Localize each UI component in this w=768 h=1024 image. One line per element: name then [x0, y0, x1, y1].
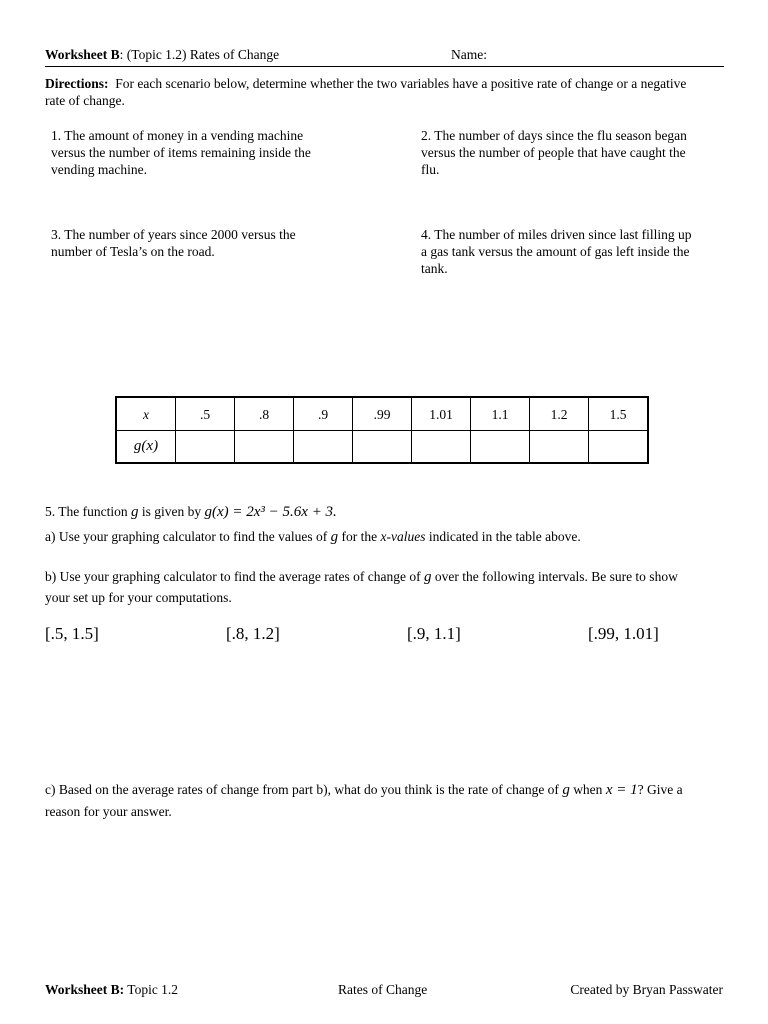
footer-topic: Topic 1.2 [127, 982, 179, 997]
worksheet-topic: : (Topic 1.2) Rates of Change [119, 47, 280, 62]
part-b-line2: your set up for your computations. [45, 590, 232, 605]
problem-2-line: 2. The number of days since the flu season began [421, 128, 687, 143]
table-row-gx [116, 431, 648, 464]
directions-label: Directions: [45, 76, 109, 91]
interval-1: [.5, 1.5] [45, 624, 99, 643]
part-a-for-the: for the [341, 529, 378, 544]
table-cell-x: 1.5 [589, 397, 649, 431]
footer-worksheet-label: Worksheet B: [45, 982, 125, 997]
problem-2 [421, 127, 721, 178]
q5-intro-text: 5. The function [45, 504, 128, 519]
footer-worksheet [45, 981, 178, 998]
footer-title: Rates of Change [338, 982, 428, 997]
q5-part-b [45, 568, 735, 606]
table-cell-gx-blank[interactable] [589, 431, 649, 464]
directions [45, 75, 725, 109]
part-c-g: g [562, 782, 570, 798]
part-a-suffix: indicated in the table above. [428, 529, 581, 544]
footer-author: Created by Bryan Passwater [570, 982, 723, 997]
table-header-gx: g(x) [116, 431, 176, 464]
part-a-g: g [330, 529, 339, 545]
part-b-g: g [423, 569, 432, 585]
worksheet-label: Worksheet B [45, 47, 120, 62]
table-cell-gx-blank[interactable] [412, 431, 471, 464]
table-cell-x: .8 [235, 397, 294, 431]
table-cell-gx-blank[interactable] [471, 431, 530, 464]
problem-2-line: flu. [421, 162, 440, 177]
table-cell-gx-blank[interactable] [353, 431, 412, 464]
directions-text: For each scenario below, determine whether the two variables have a positive rate of change or a negative [115, 76, 687, 91]
part-c-eq: x = 1 [605, 782, 638, 798]
problem-4-line: a gas tank versus the amount of gas left inside the [421, 244, 690, 259]
problem-4-line: 4. The number of miles driven since last filling up [421, 227, 692, 242]
table-cell-gx-blank[interactable] [294, 431, 353, 464]
worksheet-header [45, 46, 279, 63]
name-label: Name: [451, 47, 487, 62]
problem-4 [421, 226, 721, 277]
part-a-xvalues: x-values [380, 529, 426, 544]
problem-2-line: versus the number of people that have caught the [421, 145, 686, 160]
q5-given-by: is given by [141, 504, 202, 519]
table-cell-x: 1.1 [471, 397, 530, 431]
q5-part-a [45, 528, 735, 546]
table-header-x: x [116, 397, 176, 431]
table-cell-x: 1.01 [412, 397, 471, 431]
problem-3-line: number of Tesla’s on the road. [51, 244, 215, 259]
table-cell-gx-blank[interactable] [176, 431, 235, 464]
problem-1-line: 1. The amount of money in a vending machine [51, 128, 304, 143]
table-cell-x: .9 [294, 397, 353, 431]
table-cell-gx-blank[interactable] [530, 431, 589, 464]
q5-intro [45, 503, 337, 521]
problem-1-line: vending machine. [51, 162, 147, 177]
values-table [115, 396, 649, 464]
part-a-prefix: a) Use your graphing calculator to find the values of [45, 529, 328, 544]
problem-3-line: 3. The number of years since 2000 versus the [51, 227, 296, 242]
header-divider [45, 66, 724, 67]
problem-4-line: tank. [421, 261, 448, 276]
part-b-suffix: over the following intervals. Be sure to show [434, 569, 678, 584]
q5-part-c [45, 781, 735, 820]
problem-1-line: versus the number of items remaining inside the [51, 145, 311, 160]
interval-3: [.9, 1.1] [407, 624, 461, 643]
interval-2: [.8, 1.2] [226, 624, 280, 643]
table-cell-x: 1.2 [530, 397, 589, 431]
part-b-prefix: b) Use your graphing calculator to find the average rates of change of [45, 569, 421, 584]
part-c-line2: reason for your answer. [45, 804, 172, 819]
table-cell-x: .99 [353, 397, 412, 431]
table-row-x [116, 397, 648, 431]
part-c-when: when [573, 782, 603, 797]
function-name: g [130, 504, 139, 520]
function-formula: g(x) = 2x³ − 5.6x + 3. [204, 504, 337, 520]
problem-3 [51, 226, 331, 260]
part-c-suffix: ? Give a [637, 782, 683, 797]
problem-1 [51, 127, 331, 178]
interval-4: [.99, 1.01] [588, 624, 659, 643]
directions-text-line2: rate of change. [45, 93, 125, 108]
table-cell-gx-blank[interactable] [235, 431, 294, 464]
table-cell-x: .5 [176, 397, 235, 431]
part-c-prefix: c) Based on the average rates of change from part b), what do you think is the rate of change of [45, 782, 559, 797]
